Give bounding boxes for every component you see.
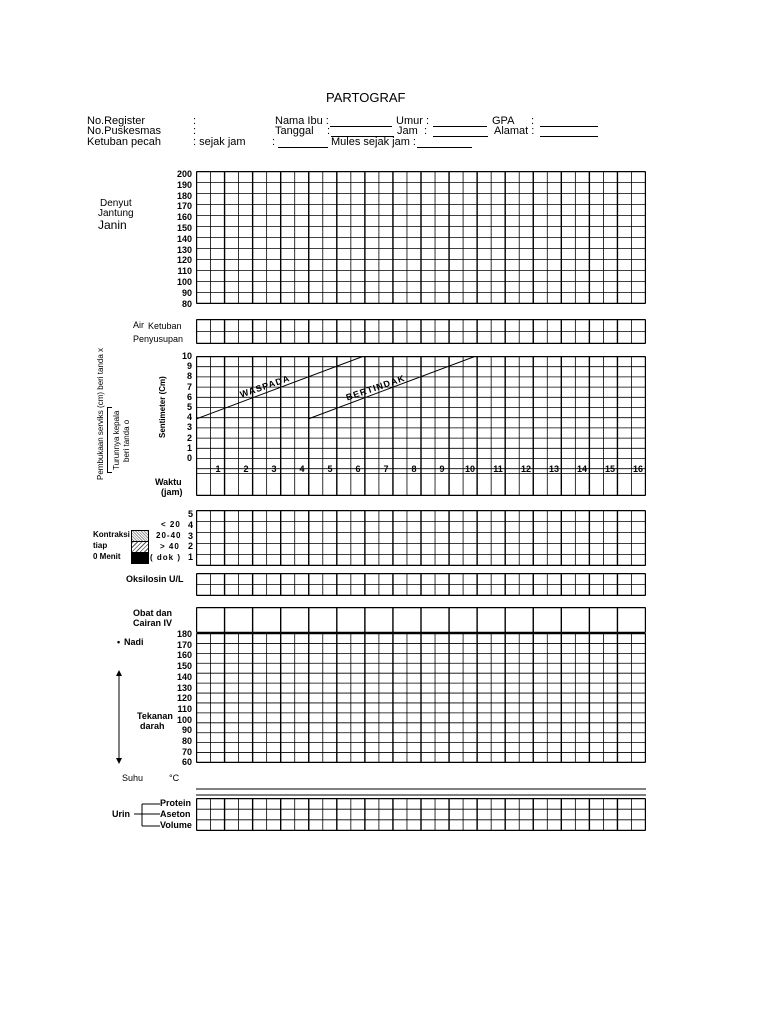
djj-tick-label: 150 bbox=[176, 223, 192, 233]
urin-label: Urin bbox=[112, 809, 130, 819]
suhu-unit: °C bbox=[169, 773, 180, 783]
cervix-tick-label: 3 bbox=[186, 422, 192, 433]
no-register-label: No.Register bbox=[87, 115, 146, 127]
cervix-tick-label: 5 bbox=[186, 402, 192, 412]
kontraksi-legend-dok: ( dok ) bbox=[150, 553, 181, 562]
sentimeter-axis-label: Sentimeter (Cm) bbox=[158, 376, 167, 438]
turun-kepala-label: Turunnya kepala bbox=[112, 410, 121, 470]
cervix-grid[interactable] bbox=[196, 356, 646, 496]
tekanan-arrow-icon bbox=[114, 670, 124, 764]
obat-grid[interactable] bbox=[196, 607, 646, 633]
nadi-tick-label: 60 bbox=[181, 757, 192, 768]
nadi-label: Nadi bbox=[124, 637, 144, 647]
sejak-jam-field[interactable] bbox=[278, 147, 328, 148]
kontraksi-tick-label: 2 bbox=[187, 541, 193, 552]
alamat-label: Alamat : bbox=[494, 125, 535, 137]
suhu-label: Suhu bbox=[122, 773, 144, 783]
no-puskesmas-colon: : bbox=[193, 125, 197, 137]
hour-label: 10 bbox=[464, 464, 476, 474]
nadi-tick-label: 110 bbox=[177, 703, 192, 714]
cervix-tick-label: 8 bbox=[186, 371, 192, 382]
sejak-jam-colon: : bbox=[272, 136, 276, 148]
djj-tick-label: 130 bbox=[176, 244, 192, 255]
suhu-grid[interactable] bbox=[196, 788, 646, 798]
cervix-tick-label: 0 bbox=[186, 453, 192, 463]
turun-kepala-bracket bbox=[107, 407, 112, 473]
hour-label: 3 bbox=[271, 464, 277, 474]
nadi-bullet: • bbox=[117, 637, 121, 647]
hour-label: 15 bbox=[604, 464, 616, 474]
penyusupan-label: Penyusupan bbox=[133, 334, 184, 344]
gpa-field[interactable] bbox=[540, 126, 598, 127]
umur-field[interactable] bbox=[433, 126, 487, 127]
no-register-colon: : bbox=[193, 115, 197, 127]
oksitosin-label: Oksilosin U/L bbox=[126, 574, 184, 584]
kontraksi-menit-label: 0 Menit bbox=[93, 552, 121, 561]
hour-label: 11 bbox=[493, 464, 503, 474]
nadi-tick-label: 130 bbox=[176, 682, 192, 693]
no-puskesmas-label: No.Puskesmas bbox=[87, 125, 161, 137]
djj-label-jantung: Jantung bbox=[98, 208, 134, 219]
protein-label: Protein bbox=[160, 798, 192, 808]
sejak-jam-label: : sejak jam bbox=[193, 136, 246, 148]
darah-label: darah bbox=[140, 721, 165, 731]
kontraksi-tick-label: 3 bbox=[187, 530, 193, 541]
hour-label: 9 bbox=[439, 464, 445, 474]
aseton-label: Aseton bbox=[160, 809, 191, 819]
cervix-tick-label: 6 bbox=[186, 391, 192, 402]
hour-label: 8 bbox=[411, 464, 417, 474]
djj-tick-label: 120 bbox=[176, 255, 192, 266]
kontraksi-tick-label: 5 bbox=[187, 509, 193, 519]
umur-label: Umur : bbox=[396, 115, 429, 127]
ketuban-pecah-label: Ketuban pecah bbox=[87, 136, 162, 148]
hour-label: 2 bbox=[243, 464, 249, 474]
djj-tick-label: 190 bbox=[176, 179, 192, 190]
djj-grid[interactable] bbox=[196, 171, 646, 304]
djj-tick-label: 90 bbox=[181, 287, 192, 298]
djj-tick-label: 160 bbox=[176, 212, 192, 223]
kontraksi-label: Kontraksi bbox=[93, 530, 130, 539]
alamat-field[interactable] bbox=[540, 136, 598, 137]
waktu-label: Waktu bbox=[155, 477, 182, 487]
jam-label: Jam bbox=[397, 125, 418, 137]
gpa-label: GPA bbox=[492, 115, 515, 127]
cervix-tick-label: 7 bbox=[186, 381, 192, 392]
urin-grid[interactable] bbox=[196, 798, 646, 831]
gpa-colon: : bbox=[531, 115, 535, 127]
nama-ibu-field[interactable] bbox=[330, 126, 392, 127]
hour-label: 1 bbox=[215, 464, 221, 474]
hour-label: 5 bbox=[327, 464, 333, 474]
volume-label: Volume bbox=[160, 820, 192, 830]
hour-label: 4 bbox=[299, 464, 305, 474]
jam-field[interactable] bbox=[433, 136, 488, 137]
page-title: PARTOGRAF bbox=[326, 90, 406, 105]
hour-label: 16 bbox=[632, 464, 644, 474]
cervix-tick-label: 1 bbox=[186, 442, 192, 453]
tanggal-label: Tanggal bbox=[275, 125, 314, 137]
djj-tick-label: 100 bbox=[176, 277, 192, 287]
cervix-side-label: Pembukaan serviks (cm) beri tanda x bbox=[96, 347, 105, 480]
cervix-tick-label: 4 bbox=[186, 412, 192, 423]
djj-tick-label: 110 bbox=[177, 266, 192, 277]
ketuban-label: Ketuban bbox=[148, 321, 182, 331]
kontraksi-tiap-label: tiap bbox=[93, 541, 108, 550]
nadi-tick-label: 140 bbox=[176, 671, 192, 682]
nama-ibu-label: Nama Ibu : bbox=[275, 115, 329, 127]
cairan-iv-label: Cairan IV bbox=[133, 618, 173, 628]
legend-black-box bbox=[131, 552, 149, 564]
nadi-grid[interactable] bbox=[196, 633, 646, 763]
nadi-tick-label: 160 bbox=[176, 650, 192, 661]
kontraksi-legend-20-40: 20-40 bbox=[156, 531, 182, 540]
air-label: Air bbox=[133, 320, 144, 330]
nadi-tick-label: 150 bbox=[176, 661, 192, 672]
kontraksi-legend-lt20: < 20 bbox=[161, 520, 181, 529]
djj-tick-label: 140 bbox=[176, 233, 192, 244]
nadi-tick-label: 70 bbox=[181, 746, 192, 757]
nadi-tick-label: 100 bbox=[176, 714, 192, 725]
nadi-tick-label: 120 bbox=[176, 693, 192, 704]
beri-tanda-o-label: beri tanda o bbox=[122, 419, 131, 462]
hour-label: 12 bbox=[520, 464, 532, 474]
mules-field[interactable] bbox=[417, 147, 472, 148]
obat-label: Obat dan bbox=[133, 608, 173, 618]
djj-tick-label: 200 bbox=[176, 169, 192, 179]
mules-label: Mules sejak jam : bbox=[331, 136, 416, 148]
kontraksi-legend-gt40: > 40 bbox=[160, 542, 180, 551]
djj-label-janin: Janin bbox=[98, 218, 127, 232]
hour-label: 13 bbox=[548, 464, 560, 474]
kontraksi-tick-label: 4 bbox=[187, 519, 193, 530]
air-ketuban-grid[interactable] bbox=[196, 319, 646, 344]
nadi-tick-label: 170 bbox=[176, 639, 192, 650]
nadi-tick-label: 90 bbox=[181, 725, 192, 736]
jam-colon: : bbox=[424, 125, 428, 137]
hour-label: 6 bbox=[355, 464, 361, 474]
kontraksi-grid[interactable] bbox=[196, 510, 646, 566]
hour-label: 14 bbox=[576, 464, 588, 474]
tekanan-label: Tekanan bbox=[137, 711, 173, 721]
urin-bracket bbox=[134, 800, 162, 830]
cervix-tick-label: 10 bbox=[181, 351, 192, 361]
cervix-tick-label: 2 bbox=[186, 432, 192, 443]
djj-tick-label: 180 bbox=[176, 190, 192, 201]
kontraksi-tick-label: 1 bbox=[187, 552, 193, 563]
cervix-tick-label: 9 bbox=[186, 361, 192, 372]
nadi-tick-label: 180 bbox=[176, 629, 192, 639]
jam-axis-label: (jam) bbox=[161, 487, 183, 497]
oksitosin-grid[interactable] bbox=[196, 573, 646, 596]
djj-tick-label: 170 bbox=[176, 201, 192, 212]
djj-label-denyut: Denyut bbox=[100, 198, 132, 209]
djj-tick-label: 80 bbox=[181, 298, 192, 309]
waspada-label: WASPADA bbox=[238, 373, 292, 400]
hour-label: 7 bbox=[383, 464, 389, 474]
tanggal-colon: : bbox=[327, 125, 331, 137]
bertindak-label: BERTINDAK bbox=[344, 372, 407, 403]
nadi-tick-label: 80 bbox=[181, 736, 192, 746]
